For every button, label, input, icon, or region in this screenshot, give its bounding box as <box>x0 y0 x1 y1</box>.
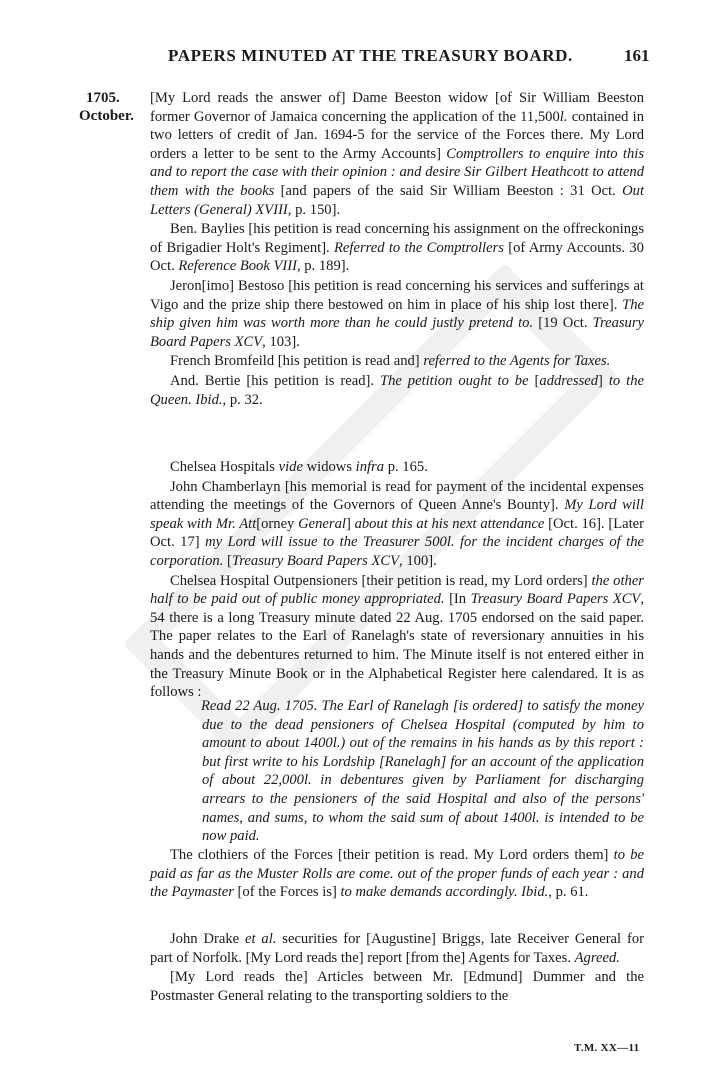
text-run: [and papers of the said Sir William Beeston : 31 Oct. <box>274 182 623 199</box>
entry-paragraph <box>150 277 644 351</box>
text-run: securities for [Augustine] Briggs, late Receiver General for part of Norfolk. [My Lord reads the] report [from the] Agents for Taxes. <box>150 931 644 966</box>
italic-text-run: for the incident charges of the corporation. <box>150 534 644 569</box>
text-run: John Chamberlayn [his memorial is read for payment of the incidental expenses attending the meetings of the Governors of Queen Anne's Bounty]. <box>150 478 644 514</box>
italic-text-run: Agreed. <box>574 949 620 966</box>
italic-text-run: to the Queen. Ibid. <box>150 372 644 408</box>
text-run: And. Bertie [his petition is read]. <box>170 372 380 389</box>
text-run: French Bromfeild [his petition is read and] <box>170 353 424 370</box>
section-2 <box>150 458 644 703</box>
margin-year: 1705. <box>86 90 120 106</box>
text-run: , p. 32. <box>222 391 263 408</box>
page-header-title: PAPERS MINUTED AT THE TREASURY BOARD. <box>168 46 573 65</box>
italic-text-run: is ordered <box>458 698 518 714</box>
text-run: [of the Forces is] <box>233 884 341 901</box>
section-1 <box>150 89 644 410</box>
entry-paragraph <box>150 846 644 902</box>
entry-paragraph <box>150 372 644 409</box>
text-run: , p. 61. <box>548 884 589 901</box>
italic-text-run: The petition ought to be <box>379 372 529 389</box>
italic-text-run: my Lord will issue to the Treasurer 500 <box>205 534 447 551</box>
text-run: , 103]. <box>262 333 300 350</box>
text-run: The clothiers of the Forces [their petition is read. My Lord orders them] <box>170 847 614 863</box>
text-run: John Drake <box>170 931 245 947</box>
italic-text-run: Referred to the Comptrollers <box>334 239 504 256</box>
italic-text-run: Treasury Board Papers XCV <box>470 591 641 608</box>
text-run: [Ranelagh] <box>374 753 451 770</box>
text-run: Chelsea Hospitals <box>170 459 279 475</box>
italic-text-run: addressed <box>539 372 599 389</box>
entry-paragraph <box>150 352 644 371</box>
text-run: [My Lord reads the answer of] Dame Beeston widow [of Sir William Beeston former Governor of Jamaica concerning the application of the 11,500 <box>150 90 644 125</box>
text-run: [ <box>528 372 540 389</box>
italic-text-run: infra <box>355 459 385 475</box>
italic-text-run: Treasury Board Papers XCV <box>150 315 644 350</box>
treasury-minute-quote <box>202 697 644 846</box>
italic-text-run: Comptrollers to enquire into this and to report the case with their opinion : and desire Sir Gilbert Heathcott to attend them with the books <box>150 145 645 199</box>
text-run: Ben. Baylies [his petition is read concerning his assignment on the offreckonings of Brigadier Holt's Regiment]. <box>150 221 644 256</box>
entry-paragraph <box>150 572 644 702</box>
text-run: , 54 there is a long Treasury minute dated 22 Aug. 1705 endorsed on the said paper. The paper relates to the Earl of Ranelagh's state of reversionary annuities in his hands and the debentures returned to him. The Minute itself is not entered either in the Treasury Minute Book or in the Alphabetical Register here calendared. It is as follows : <box>150 591 645 701</box>
italic-text-run: l. <box>559 108 568 125</box>
text-run: ] <box>598 372 609 389</box>
entry-paragraph <box>150 478 644 571</box>
italic-text-run: l. <box>332 735 341 752</box>
italic-text-run: Reference Book VIII <box>178 258 297 275</box>
italic-text-run: vide <box>278 459 303 475</box>
entry-paragraph <box>150 89 644 219</box>
text-run: [19 Oct. <box>533 315 593 332</box>
page-number: 161 <box>624 46 650 65</box>
text-run: , p. 150]. <box>287 201 341 218</box>
italic-text-run: Out Letters (General) XVIII <box>150 182 644 218</box>
text-run: [orney <box>256 515 299 532</box>
italic-text-run: l. <box>531 809 540 826</box>
italic-text-run: in debentures given by Parliament for discharging arrears to the pensioners of the said Hospital and also of the persons' names, and sums, to whom the said sum of about 1400 <box>202 772 645 826</box>
footer-signature: T.M. XX—11 <box>574 1042 640 1054</box>
italic-text-run: is intended to be now paid. <box>202 809 644 845</box>
italic-text-run: Read 22 Aug. 1705. The Earl of Ranelagh <box>201 698 449 714</box>
text-run: , p. 189]. <box>296 258 350 275</box>
text-run: p. 165. <box>384 459 428 475</box>
italic-text-run: for an account of the application of about 22,000 <box>202 753 644 789</box>
italic-text-run: about this at his next attendance <box>354 515 545 532</box>
section-3 <box>150 846 644 903</box>
text-run: contained in two letters of credit of Jan. 1694-5 for the service of the Forces there. My Lord orders a letter to be sent to the Army Accounts] <box>150 108 644 162</box>
italic-text-run: to be paid as far as the Muster Rolls are come. out of the proper funds of each year : and the Paymaster <box>150 847 644 901</box>
margin-month: October. <box>79 108 134 124</box>
text-run: [Oct. 16]. [Later Oct. 17] <box>150 515 644 551</box>
entry-paragraph <box>150 458 644 477</box>
entry-paragraph <box>150 220 644 276</box>
italic-text-run: referred to the Agents for Taxes. <box>423 353 611 370</box>
italic-text-run: Treasury Board Papers XCV <box>231 552 400 569</box>
section-4 <box>150 930 644 1006</box>
text-run: [My Lord reads the] Articles between Mr. [Edmund] Dummer and the Postmaster General relating to the transporting soldiers to the <box>150 969 644 1004</box>
text-run: [of Army Accounts. 30 Oct. <box>150 239 644 275</box>
italic-text-run: to satisfy the money due to the dead pensioners of Chelsea Hospital (computed by him to amount to about 1400 <box>202 698 645 752</box>
text-run: , 100]. <box>399 552 437 569</box>
text-run: [ <box>448 698 459 714</box>
text-run: Jeron[imo] Bestoso [his petition is read concerning his services and sufferings at Vigo and the prize ship there bestowed on him in place of his ship lost there]. <box>150 277 644 313</box>
text-run: ] <box>517 698 528 714</box>
text-run: [ <box>223 552 232 569</box>
italic-text-run: l. <box>446 534 455 551</box>
quote-block-container <box>150 697 644 848</box>
italic-text-run: My Lord will speak with Mr. Att <box>150 497 644 532</box>
text-run: widows <box>302 459 356 475</box>
italic-text-run: et al. <box>244 931 277 947</box>
italic-text-run: ) out of the remains in his hands as by this report : but first write to his Lordship <box>202 735 644 770</box>
entry-paragraph <box>150 968 644 1005</box>
italic-text-run: the other half to be paid out of public money appropriated. <box>150 572 644 608</box>
text-run: [In <box>444 591 471 608</box>
italic-text-run: to make demands accordingly. Ibid. <box>340 884 549 901</box>
italic-text-run: General <box>298 515 346 532</box>
entry-paragraph <box>150 930 644 967</box>
italic-text-run: l. <box>303 772 312 789</box>
text-run: ] <box>345 515 355 532</box>
italic-text-run: The ship given him was worth more than he could justly pretend to. <box>150 296 644 332</box>
text-run: Chelsea Hospital Outpensioners [their petition is read, my Lord orders] <box>170 572 592 589</box>
